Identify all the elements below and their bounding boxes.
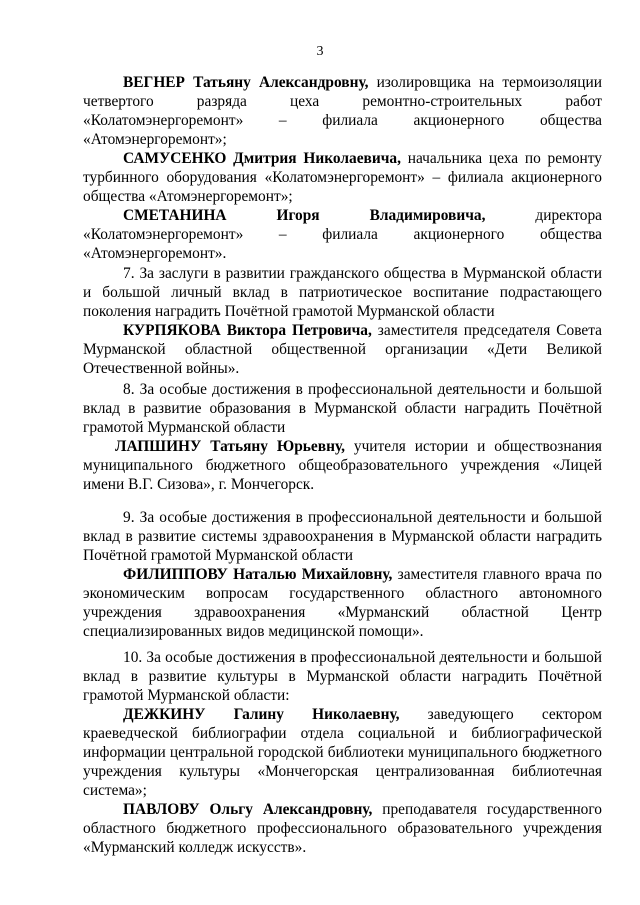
- awardee-name: САМУСЕНКО Дмитрия Николаевича,: [123, 150, 401, 167]
- awardee-entry: [83, 73, 602, 149]
- awardee-description: учителя истории и обществознания муниципального бюджетного общеобразовательного учреждения «Лицей имени В.Г. Сизова», г. Мончегорск.: [83, 438, 602, 493]
- section-8: [83, 380, 602, 494]
- clause-text: 10. За особые достижения в профессиональной деятельности и большой вклад в развитие культуры в Мурманской области наградить Почётной грамотой Мурманской области:: [83, 649, 602, 704]
- awardee-name: ЛАПШИНУ Татьяну Юрьевну,: [115, 438, 345, 455]
- awardee-description: заместителя главного врача по экономическим вопросам государственного областного автономного учреждения здравоохранения «Мурманский областной Центр специализированных видов медицинской помощи».: [83, 566, 602, 640]
- clause-text: 7. За заслуги в развитии гражданского общества в Мурманской области и большой личный вклад в патриотическое воспитание подрастающего поколения наградить Почётной грамотой Мурманской области: [83, 265, 602, 320]
- awardee-entry: [83, 437, 602, 494]
- awardee-description: директора «Колатомэнергоремонт» – филиала акционерного общества «Атомэнергоремонт».: [83, 207, 602, 262]
- page-number: 3: [316, 44, 324, 59]
- awardee-name: ПАВЛОВУ Ольгу Александровну,: [123, 801, 373, 818]
- awardee-entry: [83, 206, 602, 263]
- awardee-description: заместителя председателя Совета Мурманской областной общественной организации «Дети Великой Отечественной войны».: [83, 322, 602, 377]
- awardee-name: ДЕЖКИНУ Галину Николаевну,: [123, 706, 400, 723]
- awardee-entry: [83, 321, 602, 378]
- awardee-name: СМЕТАНИНА Игоря Владимировича,: [123, 207, 486, 224]
- clause-text: 9. За особые достижения в профессиональной деятельности и большой вклад в развитие системы здравоохранения в Мурманской области наградить Почётной грамотой Мурманской области: [83, 509, 602, 564]
- section-10: [83, 648, 602, 857]
- awardee-description: преподавателя государственного областного бюджетного профессионального образовательного учреждения «Мурманский колледж искусств».: [83, 801, 602, 856]
- section-7: [83, 264, 602, 378]
- clause-text: 8. За особые достижения в профессиональной деятельности и большой вклад в развитие образования в Мурманской области наградить Почётной грамотой Мурманской области: [83, 381, 602, 436]
- awardee-description: начальника цеха по ремонту турбинного оборудования «Колатомэнергоремонт» – филиала акционерного общества «Атомэнергоремонт»;: [83, 150, 602, 205]
- awardee-entry: [83, 565, 602, 641]
- awardee-name: ФИЛИППОВУ Наталью Михайловну,: [123, 566, 393, 583]
- awardee-list-section-6: [83, 73, 602, 263]
- awardee-description: изолировщика на термоизоляции четвертого разряда цеха ремонтно-строительных работ «Колатомэнергоремонт» – филиала акционерного общества «Атомэнергоремонт»;: [83, 74, 602, 148]
- awardee-entry: [83, 800, 602, 857]
- awardee-name: КУРПЯКОВА Виктора Петровича,: [123, 322, 372, 339]
- awardee-entry: [83, 149, 602, 206]
- awardee-entry: [83, 705, 602, 800]
- section-9: [83, 508, 602, 641]
- awardee-description: заведующего сектором краеведческой библиографии отдела социальной и библиографической информации центральной городской библиотеки муниципального бюджетного учреждения культуры «Мончегорская централизованная библиотечная система»;: [83, 706, 603, 799]
- awardee-name: ВЕГНЕР Татьяну Александровну,: [123, 74, 369, 91]
